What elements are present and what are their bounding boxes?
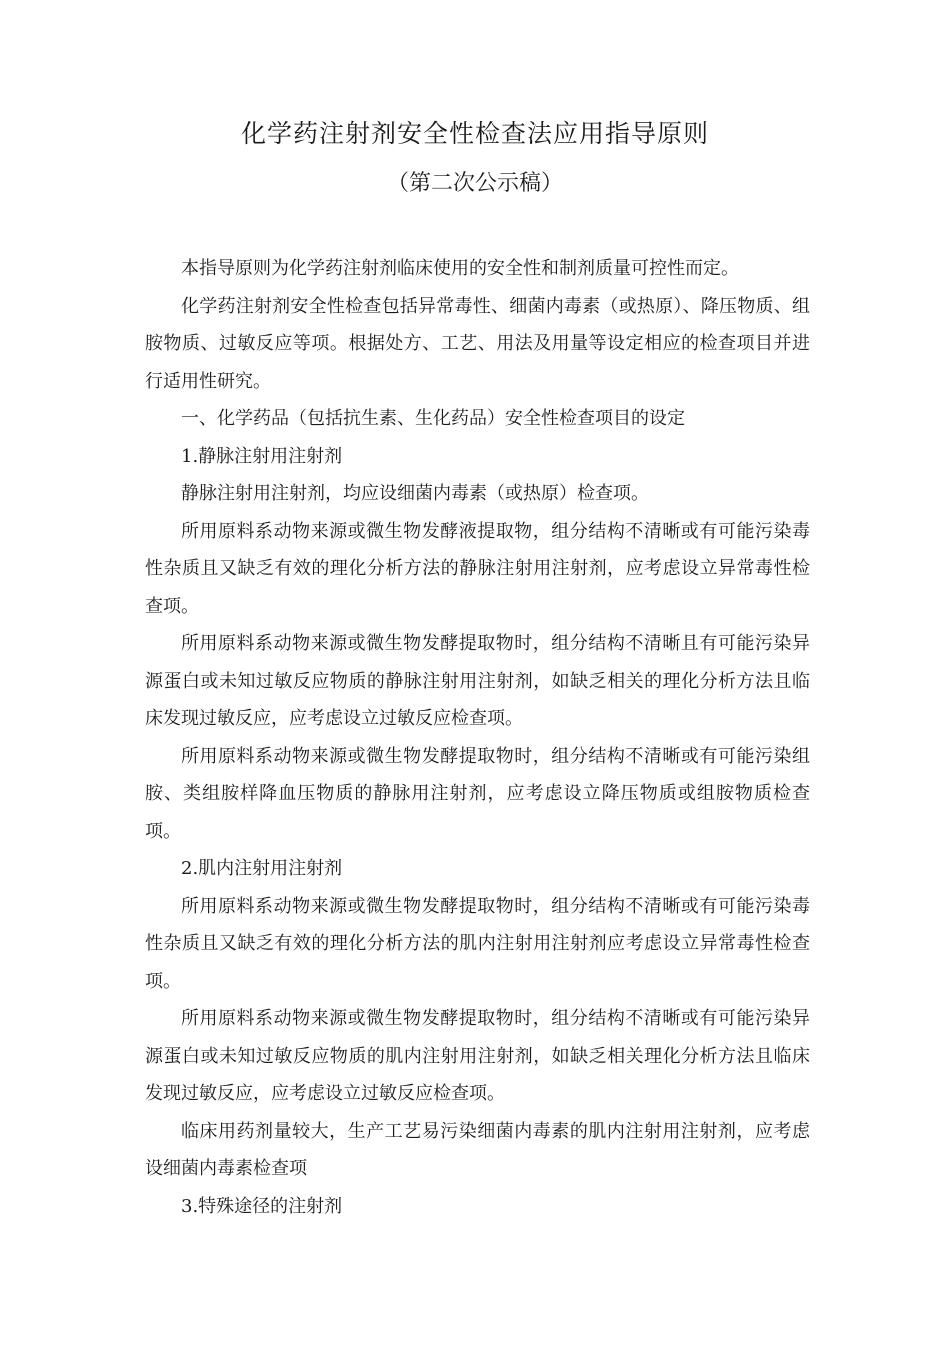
subsection-heading-im: 2.肌内注射用注射剂	[181, 858, 343, 879]
paragraph-im-endotoxin: 临床用药剂量较大，生产工艺易污染细菌内毒素的肌内注射用注射剂，应考虑设细菌内毒素检查项	[145, 1120, 810, 1179]
paragraph-iv-toxicity: 所用原料系动物来源或微生物发酵液提取物，组分结构不清晰或有可能污染毒性杂质且又缺乏有效的理化分析方法的静脉注射用注射剂，应考虑设立异常毒性检查项。	[145, 520, 810, 617]
paragraph-im-toxicity: 所用原料系动物来源或微生物发酵提取物时，组分结构不清晰或有可能污染毒性杂质且又缺乏有效的理化分析方法的肌内注射用注射剂应考虑设立异常毒性检查项。	[145, 895, 810, 992]
paragraph-im-allergy: 所用原料系动物来源或微生物发酵提取物时，组分结构不清晰或有可能污染异源蛋白或未知过敏反应物质的肌内注射用注射剂，如缺乏相关理化分析方法且临床发现过敏反应，应考虑设立过敏反应检查项。	[145, 1008, 810, 1104]
paragraph-iv-endotoxin: 静脉注射用注射剂，均应设细菌内毒素（或热原）检查项。	[181, 483, 649, 504]
paragraph-scope: 化学药注射剂安全性检查包括异常毒性、细菌内毒素（或热原）、降压物质、组胺物质、过敏反应等项。根据处方、工艺、用法及用量等设定相应的检查项目并进行适用性研究。	[145, 295, 810, 392]
paragraph-intro: 本指导原则为化学药注射剂临床使用的安全性和制剂质量可控性而定。	[181, 258, 739, 279]
paragraph-iv-allergy: 所用原料系动物来源或微生物发酵提取物时，组分结构不清晰且有可能污染异源蛋白或未知过敏反应物质的静脉注射用注射剂，如缺乏相关的理化分析方法且临床发现过敏反应，应考虑设立过敏反应检查项。	[145, 633, 810, 729]
document-title: 化学药注射剂安全性检查法应用指导原则	[240, 119, 709, 148]
section-heading-1: 一、化学药品（包括抗生素、生化药品）安全性检查项目的设定	[181, 408, 685, 429]
subsection-heading-special: 3.特殊途径的注射剂	[181, 1195, 343, 1217]
paragraph-iv-depressor: 所用原料系动物来源或微生物发酵提取物时，组分结构不清晰或有可能污染组胺、类组胺样降血压物质的静脉用注射剂，应考虑设立降压物质或组胺物质检查项。	[145, 745, 810, 842]
document-subtitle: （第二次公示稿）	[386, 171, 563, 196]
document-body	[145, 250, 810, 1225]
subsection-heading-iv: 1.静脉注射用注射剂	[181, 445, 343, 467]
